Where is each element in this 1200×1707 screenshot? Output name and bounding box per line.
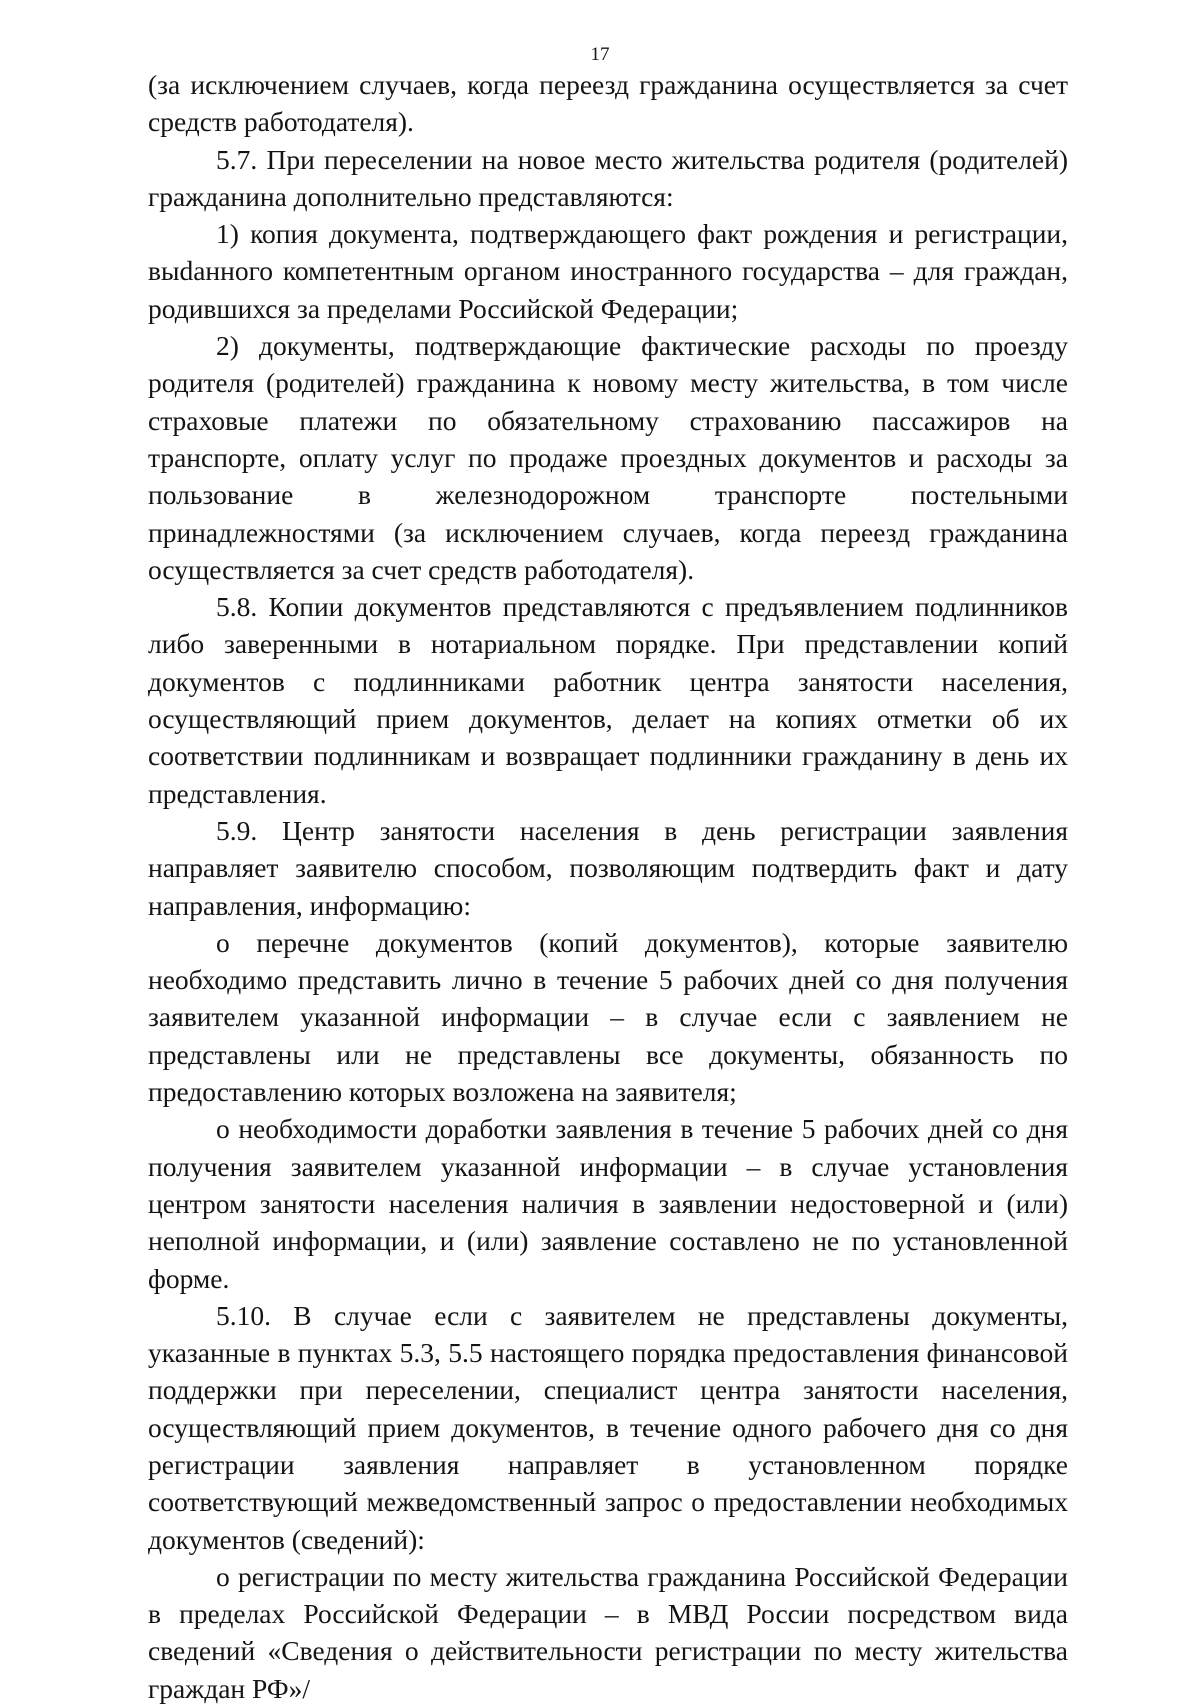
list-item: о регистрации по месту жительства гражданина Российской Федерации в пределах Российской Федерации – в МВД России посредством вида сведений «Сведения о действительности регистрации по месту жительства граждан РФ»/ <box>148 1560 1068 1704</box>
list-item: 1) копия документа, подтверждающего факт рождения и регистрации, выdанного компетентным органом иностранного государства – для граждан, родившихся за пределами Российской Федерации; <box>148 218 1068 324</box>
paragraph-5-10: 5.10. В случае если с заявителем не представлены документы, указанные в пунктах 5.3, 5.5 настоящего порядка предоставления финансовой поддержки при переселении, специалист центра занятости населения, осуществляющий прием документов, в течение одного рабочего дня со дня регистрации заявления направляет в установленном порядке соответствующий межведомственный запрос о предоставлении необходимых документов (сведений): <box>148 1299 1068 1555</box>
paragraph-5-8: 5.8. Копии документов представляются с предъявлением подлинников либо заверенными в нотариальном порядке. При представлении копий документов с подлинниками работник центра занятости населения, осуществляющий прием документов, делает на копиях отметки об их соответствии подлинникам и возвращает подлинники гражданину в день их представления. <box>148 591 1068 809</box>
paragraph: (за исключением случаев, когда переезд гражданина осуществляется за счет средств работодателя). <box>148 69 1068 138</box>
paragraph-5-7: 5.7. При переселении на новое место жительства родителя (родителей) гражданина дополнительно представляются: <box>148 143 1068 212</box>
page-number: 17 <box>590 44 610 65</box>
paragraph-5-9: 5.9. Центр занятости населения в день регистрации заявления направляет заявителю способом, позволяющим подтвердить факт и дату направления, информацию: <box>148 814 1068 921</box>
document-body <box>148 66 1068 1707</box>
list-item: о перечне документов (копий документов), которые заявителю необходимо представить лично в течение 5 рабочих дней со дня получения заявителем указанной информации – в случае если с заявлением не представлены или не представлены все документы, обязанность по предоставлению которых возложена на заявителя; <box>148 926 1068 1108</box>
list-item: о необходимости доработки заявления в течение 5 рабочих дней со дня получения заявителем указанной информации – в случае установления центром занятости населения наличия в заявлении недостоверной и (или) неполной информации, и (или) заявление составлено не по установленной форме. <box>148 1113 1068 1294</box>
list-item: 2) документы, подтверждающие фактические расходы по проезду родителя (родителей) гражданина к новому месту жительства, в том числе страховые платежи по обязательному страхованию пассажиров на транспорте, оплату услуг по продаже проездных документов и расходы за пользование в железнодорожном транспорте постельными принадлежностями (за исключением случаев, когда переезд гражданина осуществляется за счет средств работодателя). <box>148 330 1068 585</box>
